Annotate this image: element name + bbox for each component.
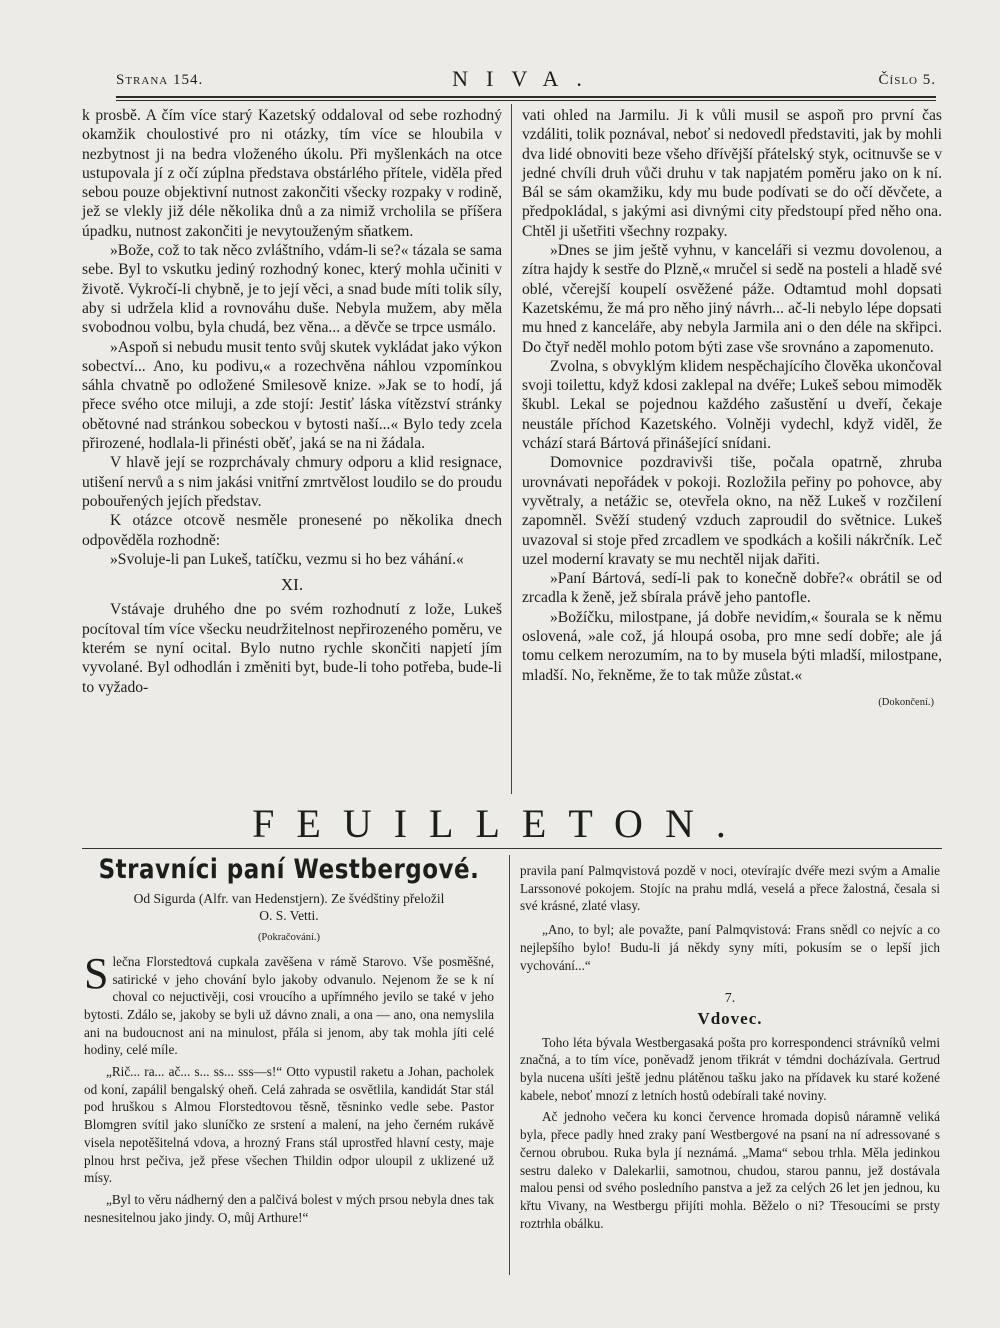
paragraph: „Ano, to byl; ale považte, paní Palmqvistová: Frans snědl co nejvíc a co nejlepšího bylo! Budu-li já někdy syny míti, pokusím se o lepší jich vychování...“ (520, 922, 940, 973)
column-divider-top (511, 104, 512, 794)
page-header (116, 66, 936, 92)
paragraph: Ač jednoho večera ku konci července hromada dopisů náramně veliká byla, přece padly hned zraky paní Westbergové na psaní na ní adressované s černou obrubou. Ruka byla jí neznámá. „Mama“ sebou trhla. Měla jedinkou sestru daleko v Dalekarlii, samotnou, chudou, starou pannu, jež dostávala malou pensi od svého posledního panstva a jež za celých 26 let jen jednou, ku křtu Vivany, na Westbergu přijíti mohla. Běželo o ni? Třesoucími se prsty roztrhla obálku. (520, 1109, 940, 1231)
column-bottom-right (520, 862, 940, 1232)
paragraph: K otázce otcově nesměle pronesené po několika dnech odpověděla rozhodně: (82, 512, 502, 549)
feuilleton-heading: FEUILLETON. (252, 801, 748, 846)
first-paragraph-text: lečna Florstedtová cupkala zavěšena v rámě Starovo. Vše posměšné, satirické v jeho chování bylo jakoby odvanulo. Nejenom že se k ní choval co nejuctivěji, cosi vroucího a upřímného jevilo se také v jeho bytosti. Zdálo se, jakoby se byli už dávno znali, a ona — ano, ona nemyslila ani na budoucnost ani na minulost, přála si jenom, aby tak mohla jíti celé hodiny, celé míle. (84, 953, 494, 1058)
paragraph: Vstávaje druhého dne po svém rozhodnutí z lože, Lukeš pocítoval tím více všecku neudržitelnost nepřirozeného poměru, ve kterém se nyní ocital. Bylo nutno rychle skončiti napjetí jím vyvolané. Byl odhodlán i změniti byt, bude-li toho potřeba, bude-li to vyžado- (82, 601, 502, 696)
column-divider-bottom (509, 855, 510, 1275)
paragraph: »Paní Bártová, sedí-li pak to konečně dobře?« obrátil se od zrcadla k ženě, jež sbírala právě jeho pantofle. (522, 570, 942, 607)
column-top-left (82, 106, 502, 697)
paragraph: Toho léta bývala Westbergasaká pošta pro korrespondenci strávníků velmi značná, a to tím více, poněvadž jenom třikrát v témdni docházívala. Gertrud byla nucena ušíti ještě jednu plátěnou tašku jako na přídavek ku staré kožené kabele, neboť mnozí z letních hostů odebírali také noviny. (520, 1034, 940, 1103)
paragraph: k prosbě. A čím více starý Kazetský oddaloval od sebe rozhodný okamžik choulostivé pro ni otázky, tím více se hloubila v nezbytnost ji na bedra vloženého úkolu. Při myšlenkách na otce ustupovala jí z očí zúplna představa obstárlého přítele, viděla před sebou pouze objektivní nutnost zakončiti všecky rozpaky v rodině, jež se vlekly již déle několika dnů a za nimiž vrcholila se příšera úpadku, nutnost zakončiti je nevytouženým sňatkem. (82, 107, 502, 240)
paragraph: »Svoluje-li pan Lukeš, tatíčku, vezmu si ho bez váhání.« (110, 550, 464, 568)
column-top-right (522, 106, 942, 712)
paragraph: Domovnice pozdravivši tiše, počala opatrně, zhruba urovnávati nepořádek v pokoji. Rozložila peřiny po pohovce, aby vyvětraly, a netážic se, otevřela okno, na něž Lukeš v rozčilení zapomněl. Svěží studený vzduch zaproudil do světnice. Lukeš uvazoval si stoje před zrcadlem ve spodkách a košili nákrčník. Leč uzel moderní kravaty se mu nechtěl nijak dařiti. (522, 454, 942, 568)
paragraph: „Byl to věru nádherný den a palčivá bolest v mých prsou nebyla dnes tak nesnesitelnou jako jindy. O, můj Arthure!“ (84, 1191, 494, 1225)
header-rule-thin (116, 100, 936, 101)
paragraph: „Rič... ra... ač... s... ss... sss—s!“ Otto vypustil raketu a Johan, pacholek od koní, zapálil bengalský oheň. Celá zahrada se osvětlila, kandidát Star stál pod hruškou s Almou Florstedtovou těsně, těsninko vedle sebe. Pastor Blomgren svítil jako sluníčko ze srstení a malení, na jeho černém rukávě visela nepotěšitelná vdova, a hrozný Frans stál uprostřed hlavní cesty, maje plnou hrst pečiva, jež přese všechen Thildin odpor uloupil z uklizené už mísy. (84, 1064, 494, 1186)
page-number: Strana 154. (116, 72, 204, 88)
feuilleton-rule (82, 848, 942, 849)
paragraph: »Bože, což to tak něco zvláštního, vdám-li se?« tázala se sama sebe. Byl to vskutku jediný rozhodný konec, který mohla učiniti v životě. Vykročí-li chybně, je to její věci, a snad bude míti tolik síly, aby si udržela klid a rovnováhu duše. Nebyla mužem, aby měla svobodnou volbu, byla chudá, bez věna... a děvče se trpce usmálo. (82, 242, 502, 337)
column-bottom-left (84, 854, 494, 1226)
byline: Od Sigurda (Alfr. van Hedenstjern). Ze švédštiny přeložil (133, 890, 445, 906)
chapter-number: 7. (724, 991, 736, 1007)
story-title: Stravníci paní Westbergové. (98, 854, 480, 885)
paragraph: »Božíčku, milostpane, já dobře nevidím,« šourala se k němu oslovená, »ale což, já hloupá osoba, pro mne sedí dobře; ale já tomu celkem nerozumím, na to by musela býti mladší, milostpane, mladší. No, řekněme, že to tak může zůstat.« (522, 608, 942, 684)
issue-number: Číslo 5. (878, 72, 936, 88)
chapter-title: Vdovec. (697, 1008, 763, 1028)
paragraph: »Aspoň si nebudu musit tento svůj skutek vykládat jako výkon sobectví... Ano, ku podivu,« a rozechvěna náhlou vzpomínkou sáhla chvatně po odložené Smilesově knize. »Jak se to hodí, já přece svého otce miluji, a zde stojí: Jestiť láska vítězství stránky obětovné nad stránkou sobeckou v bytosti naší...« Bylo tedy zcela přirozené, hodlala-li přinésti oběť, jaká se na ni žádala. (82, 338, 502, 453)
paragraph: Zvolna, s obvyklým klidem nespěchajícího člověka ukončoval svoji toilettu, když kdosi zaklepal na dvéře; Lukeš sebou mimoděk škubl. Lekal se pojednou každého zašustění u dveří, čekaje neustále příchod Kazetského. Volněji vydechl, když viděl, že vchází stará Bártová přinášející snídani. (522, 357, 942, 453)
chapter-heading: XI. (280, 575, 304, 595)
translator: O. S. Vetti. (259, 908, 319, 924)
paragraph: V hlavě její se rozprchávaly chmury odporu a klid resignace, utišení nervů a s nim jakási vnitřní zmrtvělost loudilo se do proudu pobouřených jejích představ. (82, 454, 502, 510)
header-rule (116, 96, 936, 98)
first-paragraph (84, 948, 494, 1059)
paragraph: pravila paní Palmqvistová pozdě v noci, otevírajíc dvéře mezi svým a Amalie Larssonové pokojem. Stojíc na prahu mdlá, veselá a přece žalostná, česala si své krásné, zlaté vlasy. (520, 863, 940, 914)
masthead-title: NIVA. (452, 66, 600, 91)
to-be-concluded-note: (Dokončení.) (878, 696, 934, 708)
drop-cap: S (84, 948, 109, 998)
paragraph: vati ohled na Jarmilu. Ji k vůli musil se aspoň pro první čas vzdáliti, tolik poznával, neboť si nedovedl představiti, jak by mohli dva lidé obnoviti beze všeho dřívější přátelský styk, ocitnuvše se v jedné chvíli druh vůči druhu v tak napjatém poměru jako on k ní. Bál se sám okamžiku, kdy mu bude podívati se do očí děvčete, a předpokládal, s jakými asi divnými city předstoupí před něho ona. Chtěl ji ušetřiti všechny rozpaky. (522, 107, 942, 240)
continuation-note: (Pokračování.) (257, 932, 321, 944)
paragraph: »Dnes se jim ještě vyhnu, v kanceláři si vezmu dovolenou, a zítra hajdy k sestře do Plzně,« mručel si sedě na posteli a hladě své oblé, včerejší koupelí osvěžené páže. Odtamtud mohl dopsati Kazetskému, že má pro něho jiný návrh... ač-li nebylo lépe dopsati mu hned z kanceláře, aby nebyla Jarmila ani o den déle na skřipci. Do čtyř neděl mohlo potom býti zase vše srovnáno a zapomenuto. (522, 242, 942, 356)
